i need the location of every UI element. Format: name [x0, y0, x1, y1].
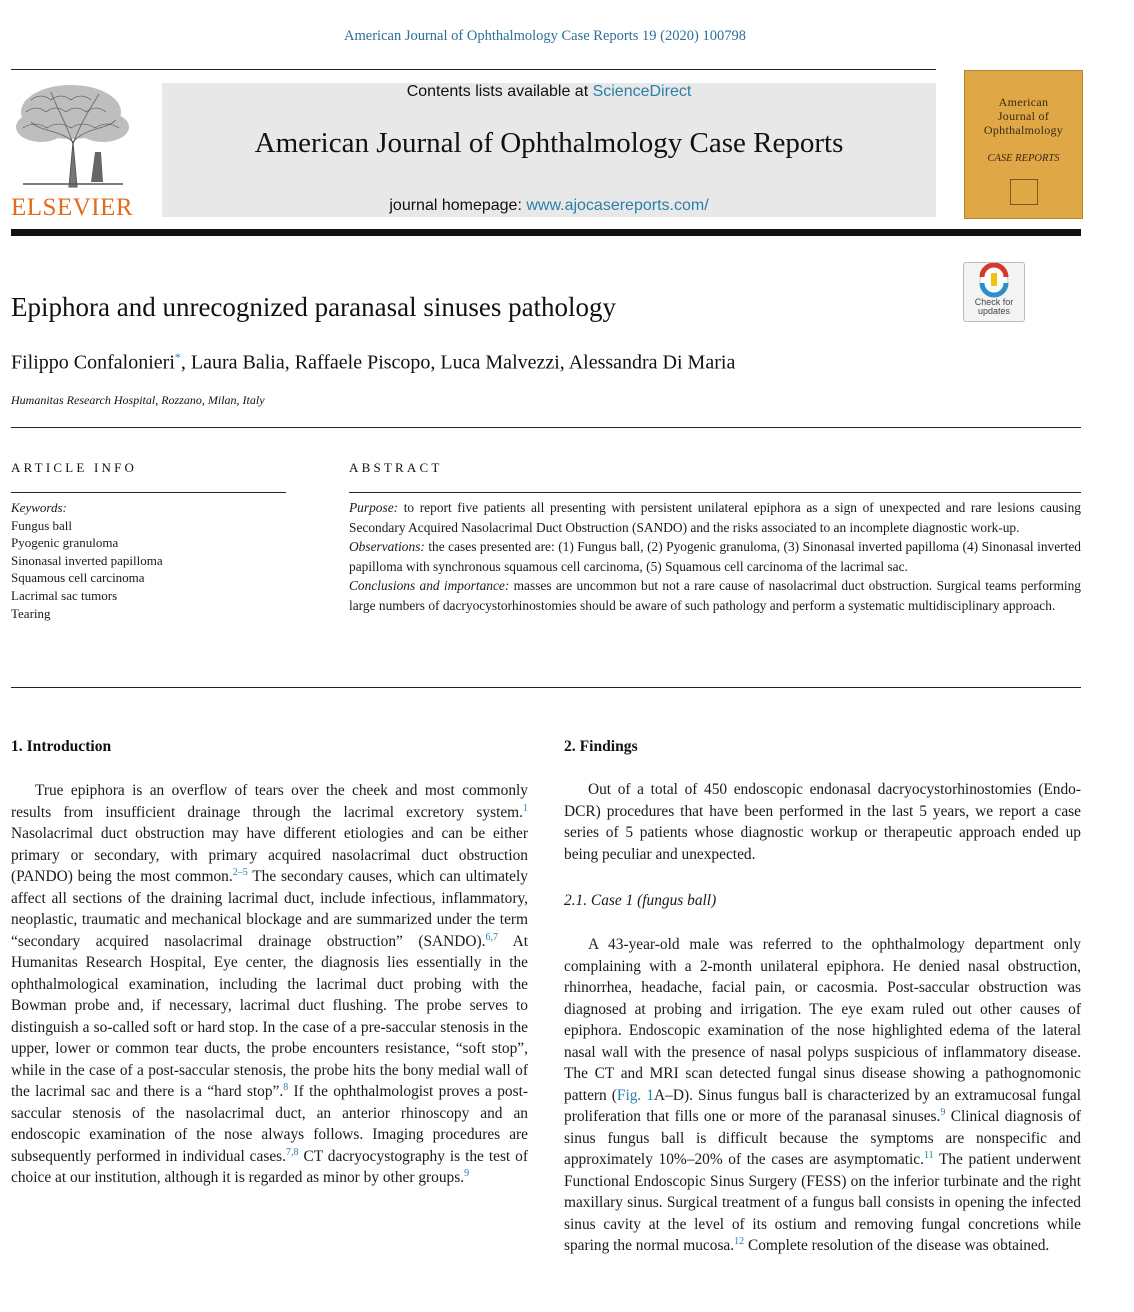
check-updates-icon — [964, 263, 1024, 299]
text-run: Clinical diagnosis of sinus fungus ball is difficult because the symptoms are nonspecific and approximately 10%–20% of the cases are asymptomatic. — [564, 1108, 1082, 1168]
check-for-updates-badge[interactable] — [963, 262, 1025, 322]
text-run: True epiphora is an overflow of tears over the cheek and most commonly results from insufficient drainage through the lacrimal excretory system. — [11, 782, 528, 821]
reference-link[interactable]: 9 — [464, 1167, 470, 1179]
elsevier-tree-icon — [11, 82, 133, 192]
abstract-heading: ABSTRACT — [349, 460, 443, 475]
cover-title-line: Journal of — [997, 109, 1050, 123]
abstract-conclusions — [349, 576, 1081, 615]
homepage-line — [162, 197, 936, 215]
check-updates-text — [964, 298, 1024, 316]
contents-line — [162, 83, 936, 101]
sciencedirect-link[interactable]: ScienceDirect — [592, 83, 692, 100]
findings-text — [564, 779, 1081, 865]
subsection-heading-case1: 2.1. Case 1 (fungus ball) — [564, 892, 717, 909]
observations-text: the cases presented are: (1) Fungus ball, (2) Pyogenic granuloma, (3) Sinonasal inverted papilloma (4) Sinonasal inverted papilloma with synchronous squamous cell carcinoma, (5) Squamous cell carcinoma of the lacrimal sac. — [349, 539, 1081, 574]
text-run: Complete resolution of the disease was obtained. — [744, 1237, 1050, 1254]
keyword-item: Sinonasal inverted papilloma — [11, 552, 163, 568]
cover-title-line: American — [998, 95, 1049, 109]
header-rule — [11, 69, 936, 70]
text-run: CT dacryocystography is the test of choice at our institution, although it is regarded as minor by other groups. — [11, 1147, 528, 1186]
observations-label: Observations: — [349, 539, 425, 555]
journal-title: American Journal of Ophthalmology Case Reports — [254, 127, 844, 159]
reference-link[interactable]: 7,8 — [286, 1146, 299, 1158]
abstract-rule — [349, 492, 1081, 493]
reference-link[interactable]: 9 — [940, 1106, 946, 1118]
cover-subtitle: CASE REPORTS — [987, 153, 1060, 164]
homepage-prefix: journal homepage: — [389, 197, 527, 214]
journal-masthead — [162, 83, 936, 217]
author-list — [11, 350, 735, 375]
abstract-purpose — [349, 498, 1081, 537]
introduction-text — [11, 780, 528, 1189]
text-run: A–D). Sinus fungus ball is characterized by an extramucosal fungal proliferation that fills one or more of the paranasal sinuses. — [564, 1086, 1082, 1125]
conclusions-text: masses are uncommon but not a rare cause of nasolacrimal duct obstruction. Surgical teams performing large numbers of dacryocystorhinostomies should be aware of such pathology and perform a systematic multidisciplinary approach. — [349, 578, 1082, 613]
section-heading-findings: 2. Findings — [564, 738, 638, 755]
reference-link[interactable]: 12 — [734, 1235, 745, 1247]
text-run: A 43-year-old male was referred to the ophthalmology department only complaining with a 2-month unilateral epiphora. He denied nasal obstruction, rhinorrhea, headache, facial pain, or cacosmia. Post-saccular obstruction was diagnosed at probing and irrigation. The eye exam ruled out other causes of epiphora. Endoscopic examination of the nose highlighted edema of the lateral nasal wall with the presence of nasal polyps suspicious of inflammatory disease. The CT and MRI scan detected fungal sinus disease showing a pathognomonic pattern ( — [564, 936, 1081, 1104]
homepage-link[interactable]: www.ajocasereports.com/ — [526, 197, 709, 214]
reference-link[interactable]: 2–5 — [232, 866, 248, 878]
text-run: The secondary causes, which can ultimately affect all sections of the draining lacrimal duct, include infectious, inflammatory, neoplastic, traumatic and mechanical blockage and are summarized under the term “secondary acquired nasolacrimal drainage obstruction” (SANDO). — [11, 868, 528, 950]
journal-cover[interactable] — [964, 70, 1083, 219]
introduction-paragraph — [11, 780, 528, 1189]
conclusions-label: Conclusions and importance: — [349, 578, 510, 594]
reference-link[interactable]: 11 — [923, 1149, 934, 1161]
reference-link[interactable]: 8 — [283, 1081, 289, 1093]
cover-emblem-icon — [1010, 179, 1038, 205]
contents-prefix: Contents lists available at — [406, 83, 593, 100]
section-heading-introduction: 1. Introduction — [11, 738, 112, 755]
keywords-label: Keywords: — [11, 500, 67, 515]
journal-citation: American Journal of Ophthalmology Case Reports 19 (2020) 100798 — [344, 28, 746, 44]
cover-title — [965, 95, 1082, 137]
header-thick-rule — [11, 229, 1081, 236]
keyword-item: Squamous cell carcinoma — [11, 570, 145, 586]
keywords-list — [11, 499, 163, 622]
badge-line: updates — [977, 306, 1011, 316]
article-title: Epiphora and unrecognized paranasal sinuses pathology — [11, 292, 617, 322]
reference-link[interactable]: 6,7 — [485, 931, 498, 943]
abstract-bottom-rule — [11, 687, 1081, 688]
purpose-label: Purpose: — [349, 500, 399, 515]
findings-paragraph: Out of a total of 450 endoscopic endonasal dacryocystorhinostomies (Endo-DCR) procedures that have been performed in the last 5 years, we report a case series of 5 patients whose diagnostic workup or therapeutic approach ended up being peculiar and unexpected. — [564, 781, 1081, 863]
figure-link[interactable]: Fig. 1 — [616, 1086, 655, 1104]
case1-paragraph — [564, 934, 1081, 1257]
purpose-text: to report five patients all presenting with persistent unilateral epiphora as a sign of unexpected and rare lesions causing Secondary Acquired Nasolacrimal Duct Obstruction (SANDO) and the risks associated to an incomplete diagnostic work-up. — [349, 500, 1081, 535]
text-run: Nasolacrimal duct obstruction may have different etiologies and can be either primary or secondary, with primary acquired nasolacrimal duct obstruction (PANDO) being the most common. — [11, 825, 528, 885]
text-run: If the ophthalmologist proves a post-saccular stenosis of the nasolacrimal duct, an anterior rhinoscopy and an endoscopic examination of the nose always follows. Imaging procedures are subsequently performed in individual cases. — [11, 1083, 528, 1165]
article-info-heading: ARTICLE INFO — [11, 460, 138, 475]
keyword-item: Fungus ball — [11, 517, 73, 533]
keyword-item: Pyogenic granuloma — [11, 535, 119, 551]
cover-title-line: Ophthalmology — [983, 123, 1064, 137]
reference-link[interactable]: 1 — [523, 802, 528, 814]
elsevier-logo — [11, 82, 133, 220]
abstract-body — [349, 498, 1081, 616]
text-run: The patient underwent Functional Endoscopic Sinus Surgery (FESS) on the inferior turbinate and the right maxillary sinus. Surgical treatment of a fungus ball consists in opening the infected sinus cavity at the level of its ostium and removing fungal concretions while sparing the normal mucosa. — [564, 1151, 1081, 1254]
case1-text — [564, 934, 1081, 1257]
badge-line: Check for — [974, 297, 1014, 307]
elsevier-wordmark: ELSEVIER — [11, 194, 134, 221]
first-author[interactable]: Filippo Confalonieri — [11, 351, 175, 374]
info-rule — [11, 492, 286, 493]
other-authors: , Laura Balia, Raffaele Piscopo, Luca Malvezzi, Alessandra Di Maria — [180, 351, 736, 374]
corresponding-author-mark[interactable]: * — [174, 350, 181, 364]
abstract-observations — [349, 537, 1081, 576]
keyword-item: Tearing — [11, 605, 51, 621]
text-run: At Humanitas Research Hospital, Eye center, the diagnosis lies essentially in the ophthalmological examination, including the lacrimal duct probing with the Bowman probe and, if necessary, lacrimal duct flushing. The probe serves to distinguish a so-called soft or hard stop. In the case of a pre-saccular stenosis in the upper, lower or common tear ducts, the probe encounters resistance, “soft stop”, while in the case of a post-saccular stenosis, the probe hits the bony medial wall of the lacrimal sac and there is a “hard stop”. — [11, 932, 529, 1100]
affiliation: Humanitas Research Hospital, Rozzano, Milan, Italy — [11, 393, 265, 407]
keyword-item: Lacrimal sac tumors — [11, 587, 118, 603]
title-rule — [11, 427, 1081, 428]
